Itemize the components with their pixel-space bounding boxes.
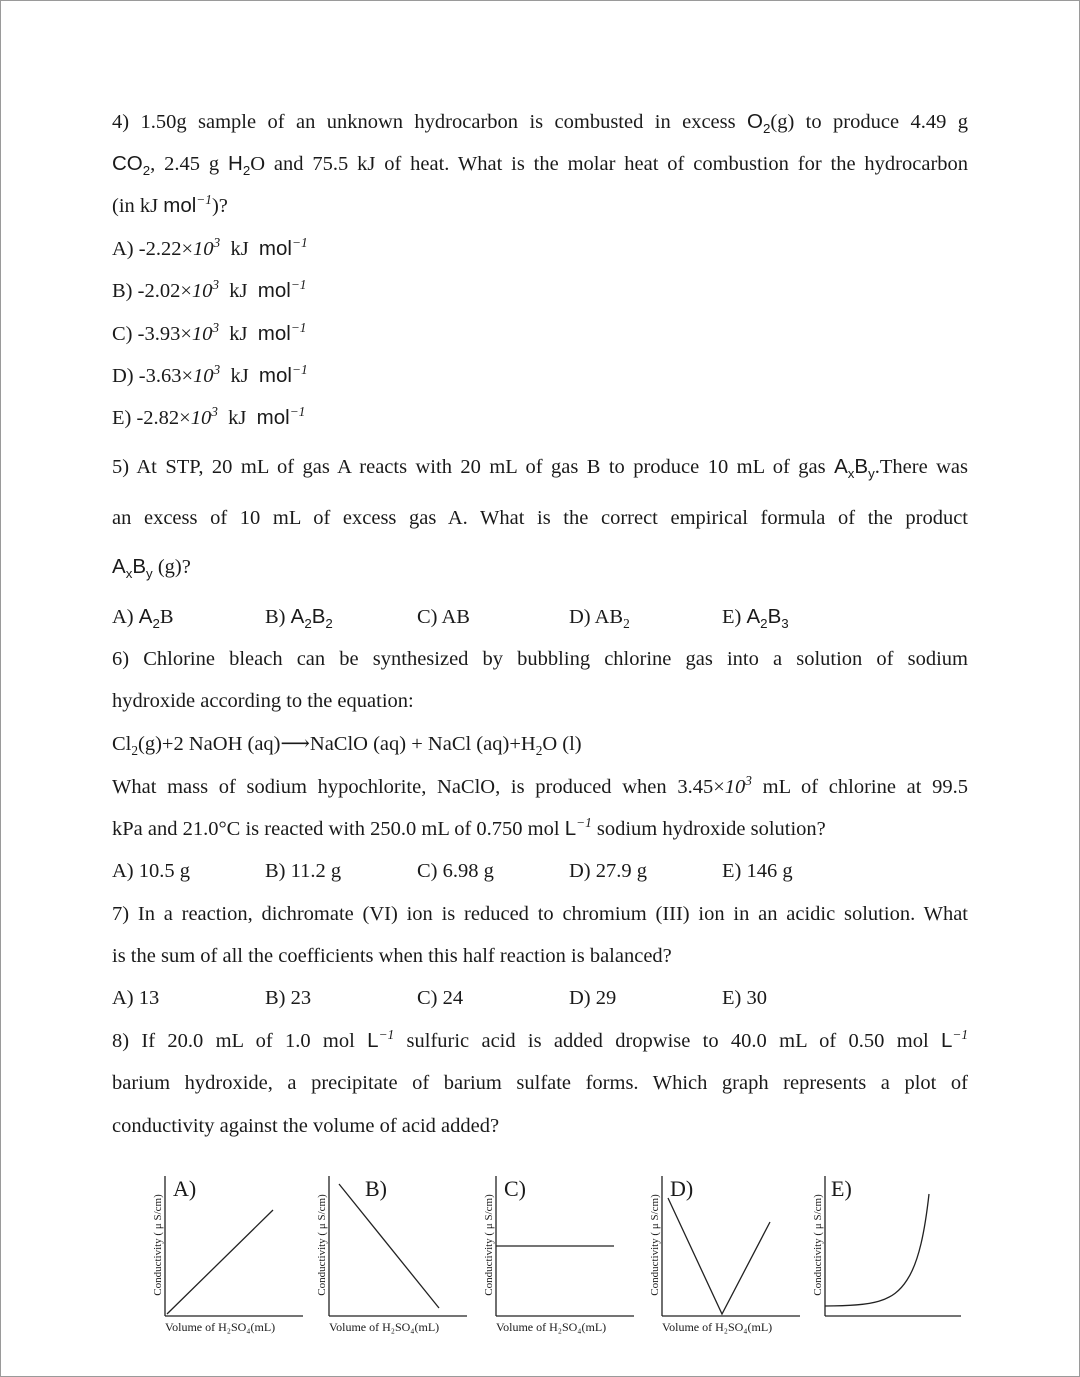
q4-line-1 bbox=[112, 108, 968, 136]
q7-option-d: D) 29 bbox=[569, 987, 617, 1009]
q4-text-2a: , 2.45 g bbox=[150, 153, 220, 175]
q5-line-3 bbox=[112, 553, 968, 581]
q4-opt-base: 10 bbox=[193, 238, 214, 260]
q4-opt-mol: mol bbox=[257, 279, 291, 302]
graph-b-plot bbox=[307, 1170, 477, 1340]
q4-opt-label: D) -3.63× bbox=[112, 365, 194, 387]
q5-axby-a: A bbox=[834, 455, 848, 478]
graph-c-letter: C) bbox=[504, 1176, 526, 1201]
graph-a-plot bbox=[143, 1170, 313, 1340]
graph-d-plot bbox=[640, 1170, 810, 1340]
q5-line-2: an excess of 10 mL of excess gas A. What is the correct empirical formula of the product bbox=[112, 507, 968, 529]
q6-text-5a: kPa and 21.0°C is reacted with 250.0 mL of 0.750 mol bbox=[112, 818, 560, 840]
q5-text-1b: .There was bbox=[874, 456, 968, 478]
q5-axby-x: x bbox=[847, 466, 855, 482]
q5-opt-d-1: D) AB bbox=[569, 606, 624, 628]
graph-d-ylabel: Conductivity ( μ S/cm) bbox=[649, 1194, 661, 1296]
q4-option-a bbox=[112, 235, 968, 263]
q4-text-3a: (in kJ bbox=[112, 195, 159, 217]
q4-option-c bbox=[112, 320, 968, 348]
graph-e-curve bbox=[825, 1194, 929, 1306]
q4-opt-mol: mol bbox=[256, 406, 290, 429]
q4-opt-base: 10 bbox=[193, 365, 214, 387]
q4-text-1a: 4) 1.50g sample of an unknown hydrocarbon is combusted in excess bbox=[112, 111, 736, 133]
q6-eq-sub2: 2 bbox=[535, 743, 543, 759]
q4-opt-base: 10 bbox=[191, 323, 213, 345]
q5-opt-b-3: B bbox=[311, 605, 326, 628]
q4-h2o bbox=[228, 152, 251, 179]
q4-h2o-symbol: H bbox=[228, 152, 243, 175]
q5-opt-e-3: B bbox=[767, 605, 782, 628]
q4-opt-sup: −1 bbox=[290, 320, 307, 336]
q7-option-e: E) 30 bbox=[722, 987, 767, 1009]
graph-a-letter: A) bbox=[173, 1176, 197, 1201]
q4-co2-symbol: CO bbox=[112, 152, 143, 175]
q8-unit-l-2: L bbox=[940, 1029, 953, 1052]
q5-line3-y: y bbox=[146, 566, 153, 582]
q4-text-2b: O and 75.5 kJ of heat. What is the molar heat of combustion for the hydrocarbon bbox=[250, 153, 969, 175]
q5-axby bbox=[834, 455, 875, 482]
q7-option-b: B) 23 bbox=[265, 987, 312, 1009]
q5-opt-e-formula bbox=[746, 605, 789, 632]
q5-opt-a-3: B bbox=[159, 606, 174, 628]
q5-axby-y: y bbox=[868, 466, 875, 482]
q4-option-d bbox=[112, 362, 968, 390]
q6-eq-sub1: 2 bbox=[131, 743, 139, 759]
q8-text-1b: sulfuric acid is added dropwise to 40.0 mL of 0.50 mol bbox=[406, 1030, 929, 1052]
q5-opt-b-1: A bbox=[290, 605, 305, 628]
q4-o2 bbox=[747, 110, 771, 137]
graph-c-ylabel: Conductivity ( μ S/cm) bbox=[483, 1194, 495, 1296]
q6-line-1: 6) Chlorine bleach can be synthesized by bubbling chlorine gas into a solution of sodium bbox=[112, 648, 968, 670]
q6-line-4 bbox=[112, 773, 968, 801]
q6-eq-a: Cl bbox=[112, 733, 132, 755]
graph-e-plot bbox=[803, 1170, 973, 1340]
q6-option-c: C) 6.98 g bbox=[417, 860, 494, 882]
q6-unit-sup: −1 bbox=[576, 815, 592, 831]
q5-opt-e-4: 3 bbox=[781, 616, 789, 632]
q5-opt-b-label: B) bbox=[265, 606, 286, 628]
q5-option-d bbox=[569, 603, 630, 631]
graph-e bbox=[803, 1170, 973, 1340]
q4-opt-base: 10 bbox=[191, 280, 213, 302]
q4-unit-sup: −1 bbox=[196, 192, 212, 208]
graph-b-ylabel: Conductivity ( μ S/cm) bbox=[316, 1194, 328, 1296]
q7-line-2: is the sum of all the coefficients when this half reaction is balanced? bbox=[112, 945, 672, 967]
q4-line-3 bbox=[112, 192, 968, 220]
q5-opt-d-2: 2 bbox=[623, 616, 630, 632]
graph-d-letter: D) bbox=[670, 1176, 694, 1201]
q4-opt-kj: kJ bbox=[230, 238, 249, 260]
q4-o2-symbol: O bbox=[747, 110, 763, 133]
graph-a-xlabel: Volume of H₂SO₄(mL) bbox=[165, 1320, 276, 1334]
q4-option-e bbox=[112, 404, 968, 432]
q4-opt-mol: mol bbox=[258, 237, 292, 260]
q6-equation bbox=[112, 730, 968, 758]
q6-line-5 bbox=[112, 815, 968, 843]
q4-option-b bbox=[112, 277, 968, 305]
q6-text-4a: What mass of sodium hypochlorite, NaClO, is produced when 3.45× bbox=[112, 776, 725, 798]
q5-option-e bbox=[722, 603, 789, 631]
q6-option-d: D) 27.9 g bbox=[569, 860, 648, 882]
q4-text-1b: (g) to produce 4.49 g bbox=[770, 111, 968, 133]
q4-line-2 bbox=[112, 150, 968, 178]
q4-opt-kj: kJ bbox=[229, 280, 248, 302]
graph-a-curve bbox=[167, 1210, 273, 1314]
q7-option-a: A) 13 bbox=[112, 987, 160, 1009]
q4-co2-sub: 2 bbox=[142, 163, 151, 179]
q4-opt-base: 10 bbox=[190, 407, 212, 429]
graph-c-xlabel: Volume of H₂SO₄(mL) bbox=[496, 1320, 607, 1334]
q5-text-3c: (g)? bbox=[157, 556, 191, 578]
graph-c bbox=[474, 1170, 644, 1340]
q4-co2 bbox=[112, 152, 151, 179]
q7-line-1: 7) In a reaction, dichromate (VI) ion is reduced to chromium (III) ion in an acidic solution. What bbox=[112, 903, 968, 925]
graph-e-letter: E) bbox=[831, 1176, 852, 1201]
q5-option-c: C) AB bbox=[417, 606, 470, 628]
q5-opt-b-4: 2 bbox=[325, 616, 333, 632]
q4-opt-mol: mol bbox=[258, 364, 292, 387]
q6-exp-base: 10 bbox=[724, 776, 746, 798]
q5-opt-a-1: A bbox=[138, 605, 153, 628]
q5-opt-e-1: A bbox=[746, 605, 761, 628]
q6-unit-l: L bbox=[564, 817, 577, 840]
q6-eq-b: (g)+2 NaOH (aq)⟶NaClO (aq) + NaCl (aq)+H bbox=[138, 733, 536, 755]
q4-opt-sup: −1 bbox=[291, 235, 308, 251]
q5-opt-e-2: 2 bbox=[760, 616, 768, 632]
q4-opt-label: C) -3.93× bbox=[112, 323, 192, 345]
q4-opt-kj: kJ bbox=[230, 365, 249, 387]
graph-b-letter: B) bbox=[365, 1176, 387, 1201]
q5-line3-b: B bbox=[132, 555, 147, 578]
q5-option-b bbox=[265, 603, 333, 631]
graph-a bbox=[143, 1170, 313, 1340]
q4-text-3b: )? bbox=[211, 195, 228, 217]
graph-d-xlabel: Volume of H₂SO₄(mL) bbox=[662, 1320, 773, 1334]
q7-option-c: C) 24 bbox=[417, 987, 464, 1009]
graph-b-xlabel: Volume of H₂SO₄(mL) bbox=[329, 1320, 440, 1334]
q5-opt-b-2: 2 bbox=[304, 616, 312, 632]
q5-opt-a-2: 2 bbox=[152, 616, 160, 632]
q4-opt-label: A) -2.22× bbox=[112, 238, 194, 260]
q4-opt-label: B) -2.02× bbox=[112, 280, 192, 302]
q8-line-3: conductivity against the volume of acid added? bbox=[112, 1115, 500, 1137]
q6-text-4b: mL of chlorine at 99.5 bbox=[762, 776, 968, 798]
q5-opt-a-formula bbox=[138, 605, 160, 632]
q5-axby-2 bbox=[112, 555, 153, 582]
q5-opt-b-formula bbox=[290, 605, 333, 632]
q5-line-1 bbox=[112, 453, 968, 481]
q6-option-b: B) 11.2 g bbox=[265, 860, 342, 882]
q6-line-2: hydroxide according to the equation: bbox=[112, 690, 414, 712]
q5-line3-a: A bbox=[112, 555, 126, 578]
q4-opt-kj: kJ bbox=[229, 323, 248, 345]
q4-unit-mol: mol bbox=[163, 194, 197, 217]
q8-text-1a: 8) If 20.0 mL of 1.0 mol bbox=[112, 1030, 355, 1052]
q4-opt-exp: 3 bbox=[212, 320, 220, 336]
graph-d-curve bbox=[668, 1198, 770, 1314]
q6-exp-power: 3 bbox=[745, 773, 752, 789]
q4-opt-exp: 3 bbox=[212, 277, 220, 293]
q4-opt-exp: 3 bbox=[213, 235, 221, 251]
graph-c-plot bbox=[474, 1170, 644, 1340]
q5-option-a bbox=[112, 603, 174, 631]
q4-opt-exp: 3 bbox=[211, 404, 218, 420]
q4-o2-sub: 2 bbox=[762, 121, 771, 137]
q6-eq-c: O (l) bbox=[542, 733, 582, 755]
graph-d bbox=[640, 1170, 810, 1340]
q8-unit-l-1: L bbox=[367, 1029, 379, 1052]
q8-line-2: barium hydroxide, a precipitate of barium sulfate forms. Which graph represents a plot of bbox=[112, 1072, 968, 1094]
q4-h2o-sub: 2 bbox=[242, 163, 251, 179]
q6-text-5b: sodium hydroxide solution? bbox=[596, 818, 826, 840]
graph-b bbox=[307, 1170, 477, 1340]
q4-opt-sup: −1 bbox=[290, 277, 307, 293]
q5-opt-e-label: E) bbox=[722, 606, 742, 628]
q4-opt-sup: −1 bbox=[289, 404, 306, 420]
q4-opt-kj: kJ bbox=[228, 407, 247, 429]
q6-option-a: A) 10.5 g bbox=[112, 860, 191, 882]
q8-line-1 bbox=[112, 1027, 968, 1055]
q5-opt-a-label: A) bbox=[112, 606, 134, 628]
q5-text-1a: 5) At STP, 20 mL of gas A reacts with 20 mL of gas B to produce 10 mL of gas bbox=[112, 456, 826, 478]
q6-option-e: E) 146 g bbox=[722, 860, 793, 882]
graph-a-ylabel: Conductivity ( μ S/cm) bbox=[152, 1194, 164, 1296]
q4-opt-exp: 3 bbox=[213, 362, 221, 378]
q8-unit-sup-2: −1 bbox=[952, 1027, 969, 1043]
graph-b-curve bbox=[339, 1184, 439, 1308]
q5-axby-b: B bbox=[854, 455, 869, 478]
q4-opt-mol: mol bbox=[257, 322, 291, 345]
q4-opt-sup: −1 bbox=[291, 362, 308, 378]
q5-line3-x: x bbox=[125, 566, 133, 582]
q4-opt-label: E) -2.82× bbox=[112, 407, 191, 429]
q8-unit-sup-1: −1 bbox=[378, 1027, 395, 1043]
graph-e-ylabel: Conductivity ( μ S/cm) bbox=[812, 1194, 824, 1296]
